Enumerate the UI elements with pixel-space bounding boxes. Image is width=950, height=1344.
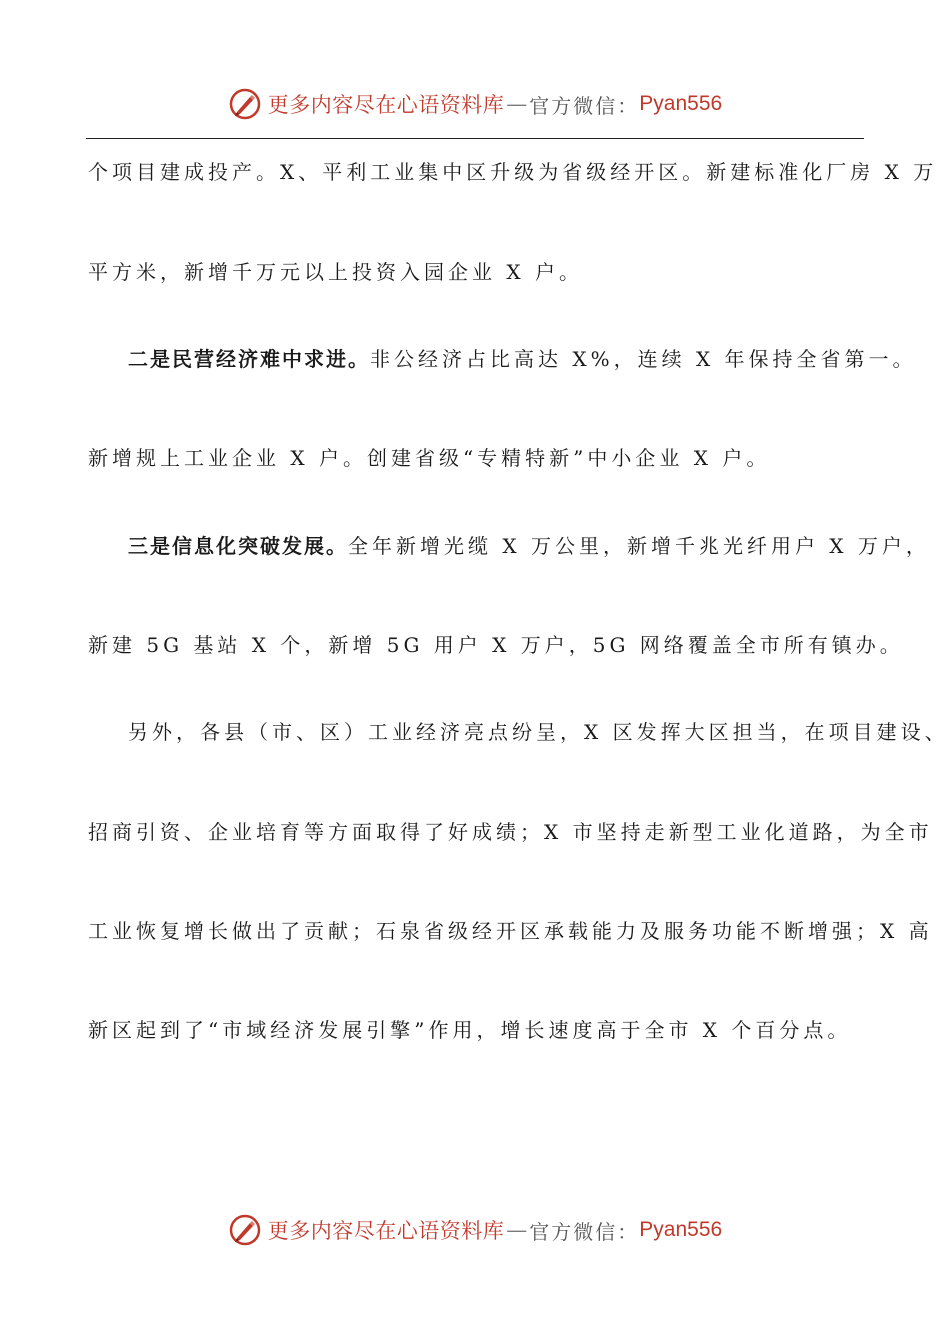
paragraph-informatization <box>128 534 930 558</box>
separator-dash: — <box>506 1218 528 1242</box>
wechat-id: Pyan556 <box>639 92 723 115</box>
paragraph-heading: 二是民营经济难中求进。 <box>128 347 370 371</box>
brand-text: 更多内容尽在心语资料库 <box>267 93 505 117</box>
header-divider <box>86 138 864 139</box>
body-line: 新增规上工业企业 X 户。创建省级“专精特新”中小企业 X 户。 <box>88 446 771 470</box>
pen-logo-icon <box>228 1213 262 1247</box>
body-line: 新区起到了“市域经济发展引擎”作用，增长速度高于全市 X 个百分点。 <box>88 1018 852 1042</box>
brand-text: 更多内容尽在心语资料库 <box>267 1219 505 1243</box>
separator-dash: — <box>506 92 528 116</box>
body-line: 工业恢复增长做出了贡献；石泉省级经开区承载能力及服务功能不断增强；X 高 <box>88 919 933 943</box>
paragraph-text: 非公经济占比高达 X%，连续 X 年保持全省第一。 <box>370 347 917 371</box>
body-line: 另外，各县（市、区）工业经济亮点纷呈，X 区发挥大区担当，在项目建设、 <box>128 720 949 744</box>
footer-banner <box>0 1210 950 1250</box>
body-line: 新建 5G 基站 X 个，新增 5G 用户 X 万户，5G 网络覆盖全市所有镇办。 <box>88 633 904 657</box>
wechat-label: 官方微信： <box>529 93 640 118</box>
header-banner <box>0 84 950 124</box>
paragraph-heading: 三是信息化突破发展。 <box>128 534 348 558</box>
paragraph-text: 全年新增光缆 X 万公里，新增千兆光纤用户 X 万户， <box>348 534 930 558</box>
wechat-id: Pyan556 <box>639 1218 723 1241</box>
body-line: 个项目建成投产。X、平利工业集中区升级为省级经开区。新建标准化厂房 X 万 <box>88 160 938 184</box>
wechat-label: 官方微信： <box>529 1219 640 1244</box>
body-line: 招商引资、企业培育等方面取得了好成绩；X 市坚持走新型工业化道路，为全市 <box>88 820 933 844</box>
paragraph-private-economy <box>128 347 917 371</box>
pen-logo-icon <box>228 87 262 121</box>
body-line: 平方米，新增千万元以上投资入园企业 X 户。 <box>88 260 583 284</box>
